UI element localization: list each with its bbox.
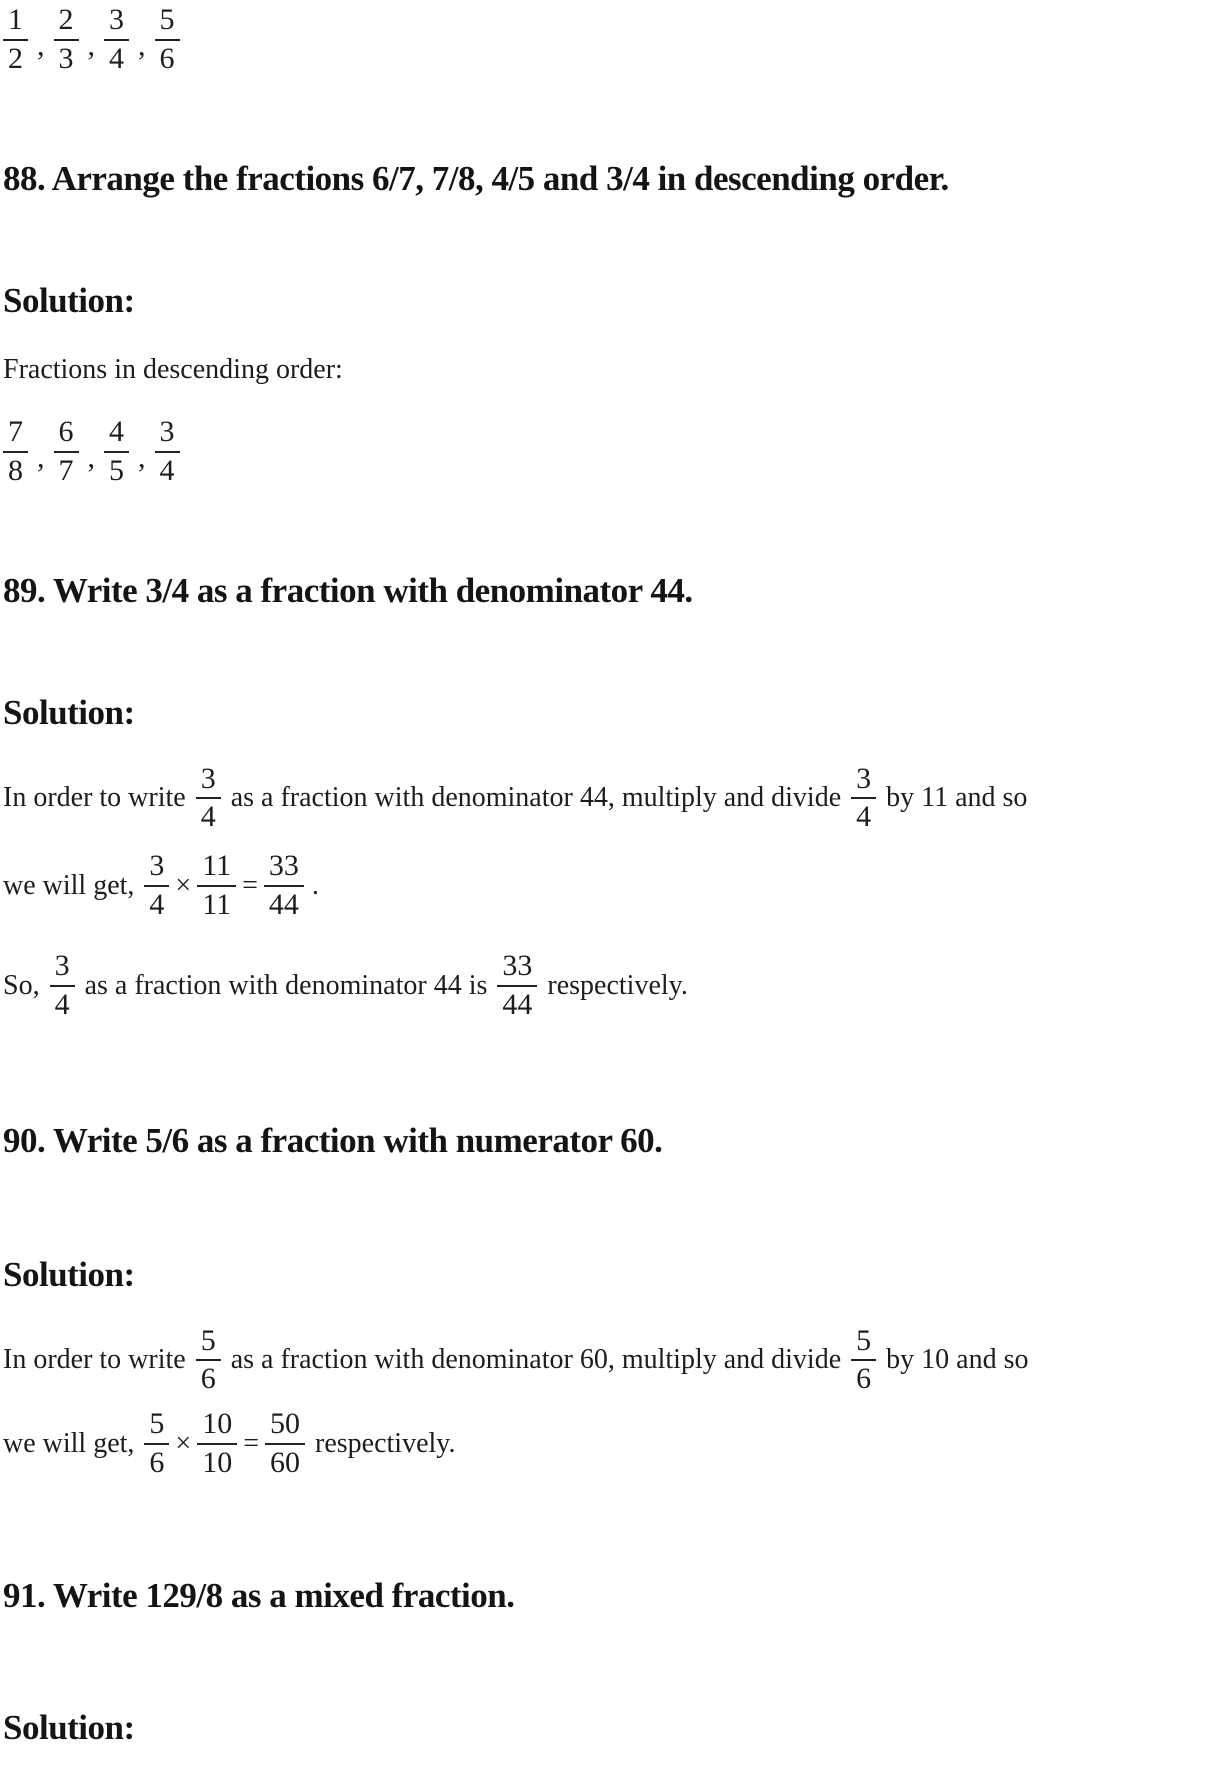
fraction-denominator: 11 — [202, 887, 232, 921]
fraction-denominator: 6 — [159, 41, 175, 75]
fraction — [54, 2, 79, 77]
fraction — [497, 948, 537, 1023]
text-segment: as a fraction with denominator 60, multiply and divide — [230, 1344, 842, 1376]
fraction-denominator: 8 — [8, 453, 23, 487]
fraction — [265, 1406, 305, 1481]
text-segment: by 10 and so — [886, 1344, 1029, 1376]
q88-descending-fraction-list — [3, 414, 1213, 489]
fraction — [155, 2, 180, 77]
fraction-denominator: 3 — [58, 41, 74, 75]
fraction-numerator: 3 — [155, 414, 180, 453]
fraction-numerator: 33 — [264, 848, 304, 887]
fraction-denominator: 2 — [8, 41, 23, 75]
equation-group — [144, 848, 303, 923]
text-segment: we will get, — [3, 1427, 135, 1459]
text-segment: by 11 and so — [886, 782, 1028, 814]
text-segment: respectively. — [547, 969, 688, 1001]
fraction-numerator: 3 — [851, 761, 876, 800]
fraction-numerator: 7 — [3, 414, 28, 453]
q89-conclusion-line — [3, 948, 1213, 1023]
q91-solution-label: Solution: — [3, 1708, 135, 1748]
fraction — [264, 848, 304, 923]
fraction-denominator: 4 — [109, 41, 124, 75]
q90-working-line — [3, 1406, 1213, 1481]
text-segment: we will get, — [3, 869, 135, 901]
fraction-separator: , — [138, 29, 146, 63]
fraction-denominator: 44 — [268, 887, 299, 921]
fraction-separator: , — [37, 29, 45, 63]
fraction-numerator: 33 — [497, 948, 537, 987]
fraction-numerator: 3 — [50, 948, 75, 987]
multiply-sign: × — [175, 869, 192, 901]
text-segment: as a fraction with denominator 44 is — [84, 969, 488, 1001]
fraction-separator: , — [87, 441, 95, 475]
fraction — [54, 414, 79, 489]
equation-group — [144, 1406, 305, 1481]
fraction-numerator: 6 — [54, 414, 79, 453]
fraction-numerator: 5 — [155, 2, 180, 41]
fraction-numerator: 2 — [54, 2, 79, 41]
fraction-numerator: 1 — [3, 2, 28, 41]
multiply-sign: × — [175, 1427, 192, 1459]
fraction-separator: , — [87, 29, 95, 63]
fraction — [104, 2, 129, 77]
fraction — [3, 2, 28, 77]
fraction — [155, 414, 180, 489]
text-segment: as a fraction with denominator 44, multiply and divide — [230, 782, 842, 814]
fraction — [144, 1406, 169, 1481]
fraction-denominator: 6 — [856, 1362, 872, 1396]
text-segment: In order to write — [3, 1344, 186, 1376]
fraction — [3, 414, 28, 489]
question-90-heading: 90. Write 5/6 as a fraction with numerator 60. — [3, 1121, 663, 1161]
q90-explanation-line — [3, 1323, 1213, 1398]
q90-solution-label: Solution: — [3, 1254, 135, 1294]
fraction-numerator: 5 — [196, 1323, 221, 1362]
fraction-numerator: 5 — [144, 1406, 169, 1445]
fraction-numerator: 3 — [144, 848, 169, 887]
fraction-numerator: 50 — [265, 1406, 305, 1445]
fraction — [104, 414, 129, 489]
fraction — [50, 948, 75, 1023]
fraction-numerator: 4 — [104, 414, 129, 453]
fraction-numerator: 3 — [196, 761, 221, 800]
fraction-denominator: 10 — [202, 1445, 233, 1479]
fraction — [851, 761, 876, 836]
fraction-numerator: 5 — [851, 1323, 876, 1362]
text-segment: In order to write — [3, 782, 186, 814]
question-89-heading: 89. Write 3/4 as a fraction with denominator 44. — [3, 571, 693, 611]
fraction-denominator: 4 — [856, 800, 872, 834]
fraction-denominator: 60 — [270, 1445, 301, 1479]
fraction-denominator: 4 — [149, 887, 165, 921]
fraction-denominator: 5 — [109, 453, 124, 487]
fraction — [196, 1323, 221, 1398]
fraction — [851, 1323, 876, 1398]
fraction — [197, 848, 236, 923]
q88-solution-label: Solution: — [3, 281, 135, 321]
intro-fraction-list — [3, 2, 1213, 77]
q89-explanation-line — [3, 761, 1213, 836]
fraction-denominator: 7 — [58, 453, 74, 487]
fraction-denominator: 6 — [200, 1362, 216, 1396]
fraction-denominator: 6 — [149, 1445, 165, 1479]
fraction — [144, 848, 169, 923]
fraction-separator: , — [37, 441, 45, 475]
q88-intro-text: Fractions in descending order: — [3, 353, 343, 385]
question-91-heading: 91. Write 129/8 as a mixed fraction. — [3, 1576, 515, 1616]
fraction — [196, 761, 221, 836]
text-segment: So, — [3, 969, 40, 1001]
equals-sign: = — [243, 1427, 260, 1459]
q89-working-line — [3, 848, 1213, 923]
question-88-heading: 88. Arrange the fractions 6/7, 7/8, 4/5 and 3/4 in descending order. — [3, 159, 949, 199]
fraction-denominator: 44 — [502, 987, 533, 1021]
equals-sign: = — [242, 869, 258, 901]
fraction-numerator: 3 — [104, 2, 129, 41]
fraction-numerator: 11 — [197, 848, 236, 887]
fraction — [197, 1406, 237, 1481]
q89-solution-label: Solution: — [3, 692, 135, 732]
fraction-numerator: 10 — [197, 1406, 237, 1445]
fraction-separator: , — [138, 441, 146, 475]
sentence-period: . — [311, 869, 319, 901]
text-segment: respectively. — [315, 1427, 456, 1459]
fraction-denominator: 4 — [54, 987, 70, 1021]
fraction-denominator: 4 — [159, 453, 175, 487]
fraction-denominator: 4 — [200, 800, 216, 834]
